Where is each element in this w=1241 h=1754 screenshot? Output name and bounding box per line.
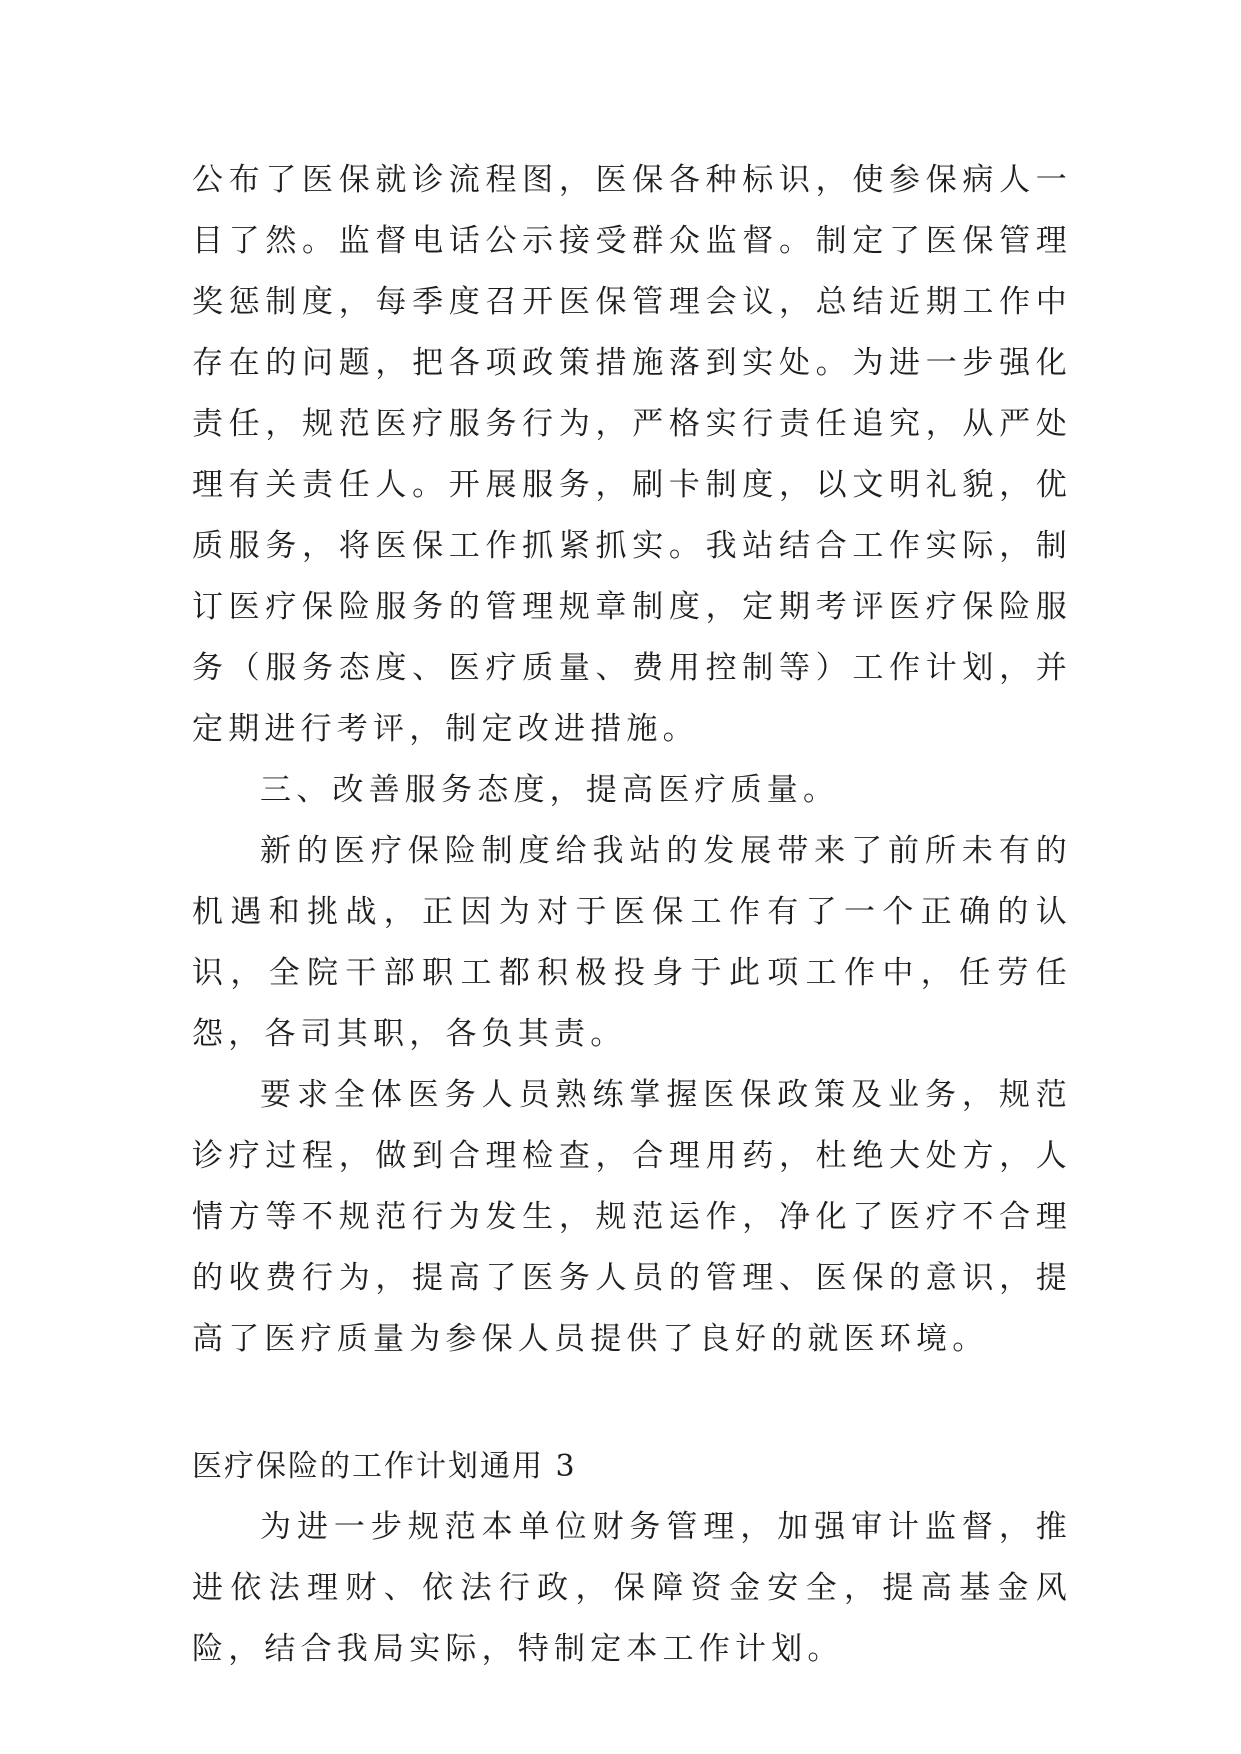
body-paragraph: 新的医疗保险制度给我站的发展带来了前所未有的机遇和挑战，正因为对于医保工作有了一个正确的认识，全院干部职工都积极投身于此项工作中，任劳任怨，各司其职，各负其责。 bbox=[192, 833, 1072, 1052]
body-paragraph: 为进一步规范本单位财务管理，加强审计监督，推进依法理财、依法行政，保障资金安全，提高基金风险，结合我局实际，特制定本工作计划。 bbox=[192, 1509, 1072, 1667]
body-paragraph: 要求全体医务人员熟练掌握医保政策及业务，规范诊疗过程，做到合理检查，合理用药，杜绝大处方，人情方等不规范行为发生，规范运作，净化了医疗不合理的收费行为，提高了医务人员的管理、医保的意识，提高了医疗质量为参保人员提供了良好的就医环境。 bbox=[192, 1077, 1072, 1357]
document-body bbox=[192, 150, 1072, 1680]
section-title: 医疗保险的工作计划通用 3 bbox=[192, 1449, 577, 1484]
section-heading-three: 三、改善服务态度，提高医疗质量。 bbox=[260, 772, 840, 808]
body-paragraph: 公布了医保就诊流程图，医保各种标识，使参保病人一目了然。监督电话公示接受群众监督。制定了医保管理奖惩制度，每季度召开医保管理会议，总结近期工作中存在的问题，把各项政策措施落到实处。为进一步强化责任，规范医疗服务行为，严格实行责任追究，从严处理有关责任人。开展服务，刷卡制度，以文明礼貌，优质服务，将医保工作抓紧抓实。我站结合工作实际，制订医疗保险服务的管理规章制度，定期考评医疗保险服务（服务态度、医疗质量、费用控制等）工作计划，并定期进行考评，制定改进措施。 bbox=[192, 162, 1072, 747]
